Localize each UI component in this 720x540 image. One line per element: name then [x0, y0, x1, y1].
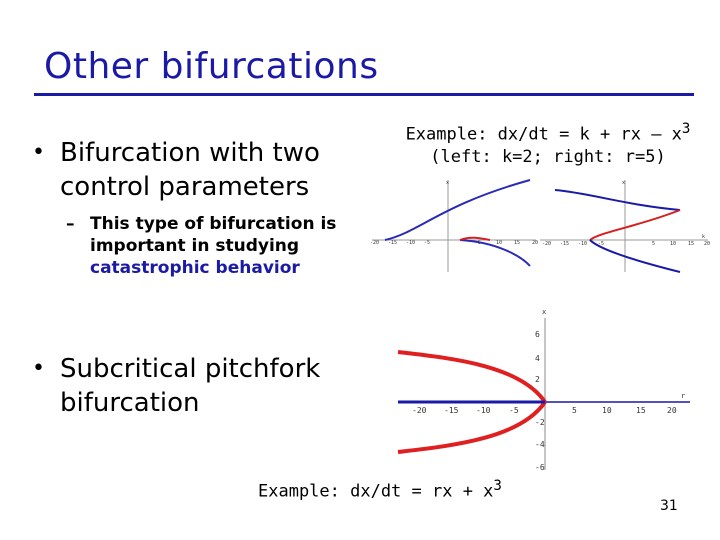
left-upper-branch — [385, 180, 530, 240]
y-tick-label: 6 — [535, 330, 540, 339]
x-tick-label: -10 — [578, 241, 588, 247]
example-equation: Example: dx/dt = k + rx – x — [405, 124, 682, 145]
example-exponent: 3 — [493, 478, 502, 494]
bullet-dot: • — [32, 356, 45, 381]
x-tick-label: -20 — [370, 240, 380, 246]
dash-symbol: – — [66, 214, 75, 234]
x-tick-label: -5 — [424, 240, 431, 246]
example-exponent: 3 — [681, 121, 691, 137]
x-tick-label: -20 — [412, 406, 427, 415]
x-axis-label: k — [702, 234, 706, 240]
sub-line-2: important in studying — [90, 236, 300, 256]
x-tick-label: -10 — [476, 406, 491, 415]
page-number: 31 — [660, 498, 678, 514]
x-tick-label: 15 — [688, 241, 695, 247]
example-parameters: (left: k=2; right: r=5) — [430, 146, 666, 167]
y-axis-label: x — [542, 308, 547, 316]
y-tick-label: 2 — [535, 375, 540, 384]
x-tick-label: -5 — [509, 406, 519, 415]
plot-pitchfork — [398, 308, 690, 472]
y-axis-label: x — [622, 180, 626, 186]
bullet-line-2: control parameters — [60, 172, 310, 202]
x-tick-label: -15 — [560, 241, 570, 247]
y-tick-label: -4 — [535, 440, 545, 449]
y-tick-label: -6 — [535, 463, 545, 472]
y-axis-label: x — [446, 180, 450, 186]
x-tick-label: 20 — [704, 241, 711, 247]
right-middle-branch — [590, 210, 680, 240]
y-tick-label: 4 — [535, 354, 540, 363]
x-tick-label: 15 — [636, 406, 646, 415]
x-axis-label: r — [681, 392, 686, 400]
plot-right — [540, 180, 710, 272]
bullet-line-2: bifurcation — [60, 388, 200, 418]
x-tick-label: 5 — [572, 406, 577, 415]
bullet-line-1: Bifurcation with two — [60, 138, 320, 168]
right-top-branch — [555, 190, 680, 210]
x-tick-label: 10 — [602, 406, 612, 415]
x-tick-label: 20 — [667, 406, 677, 415]
y-tick-label: -2 — [535, 418, 545, 427]
x-tick-label: 5 — [478, 240, 482, 246]
sub-line-3: catastrophic behavior — [90, 258, 300, 278]
example-equation: Example: dx/dt = rx + x — [258, 481, 494, 502]
x-tick-label: 5 — [652, 241, 656, 247]
slide-title: Other bifurcations — [44, 46, 379, 87]
x-tick-label: -20 — [542, 241, 552, 247]
x-tick-label: -15 — [388, 240, 398, 246]
x-tick-label: 20 — [532, 240, 539, 246]
x-tick-label: -5 — [598, 241, 605, 247]
bullet-dot: • — [32, 140, 45, 165]
pitchfork-upper-branch — [398, 352, 545, 402]
x-tick-label: -10 — [406, 240, 416, 246]
plot-left — [370, 180, 538, 272]
x-tick-label: 10 — [496, 240, 503, 246]
sub-line-1: This type of bifurcation is — [90, 214, 337, 234]
x-tick-label: -15 — [444, 406, 459, 415]
bullet-line-1: Subcritical pitchfork — [60, 354, 321, 384]
x-tick-label: 10 — [670, 241, 677, 247]
x-tick-label: 15 — [514, 240, 521, 246]
